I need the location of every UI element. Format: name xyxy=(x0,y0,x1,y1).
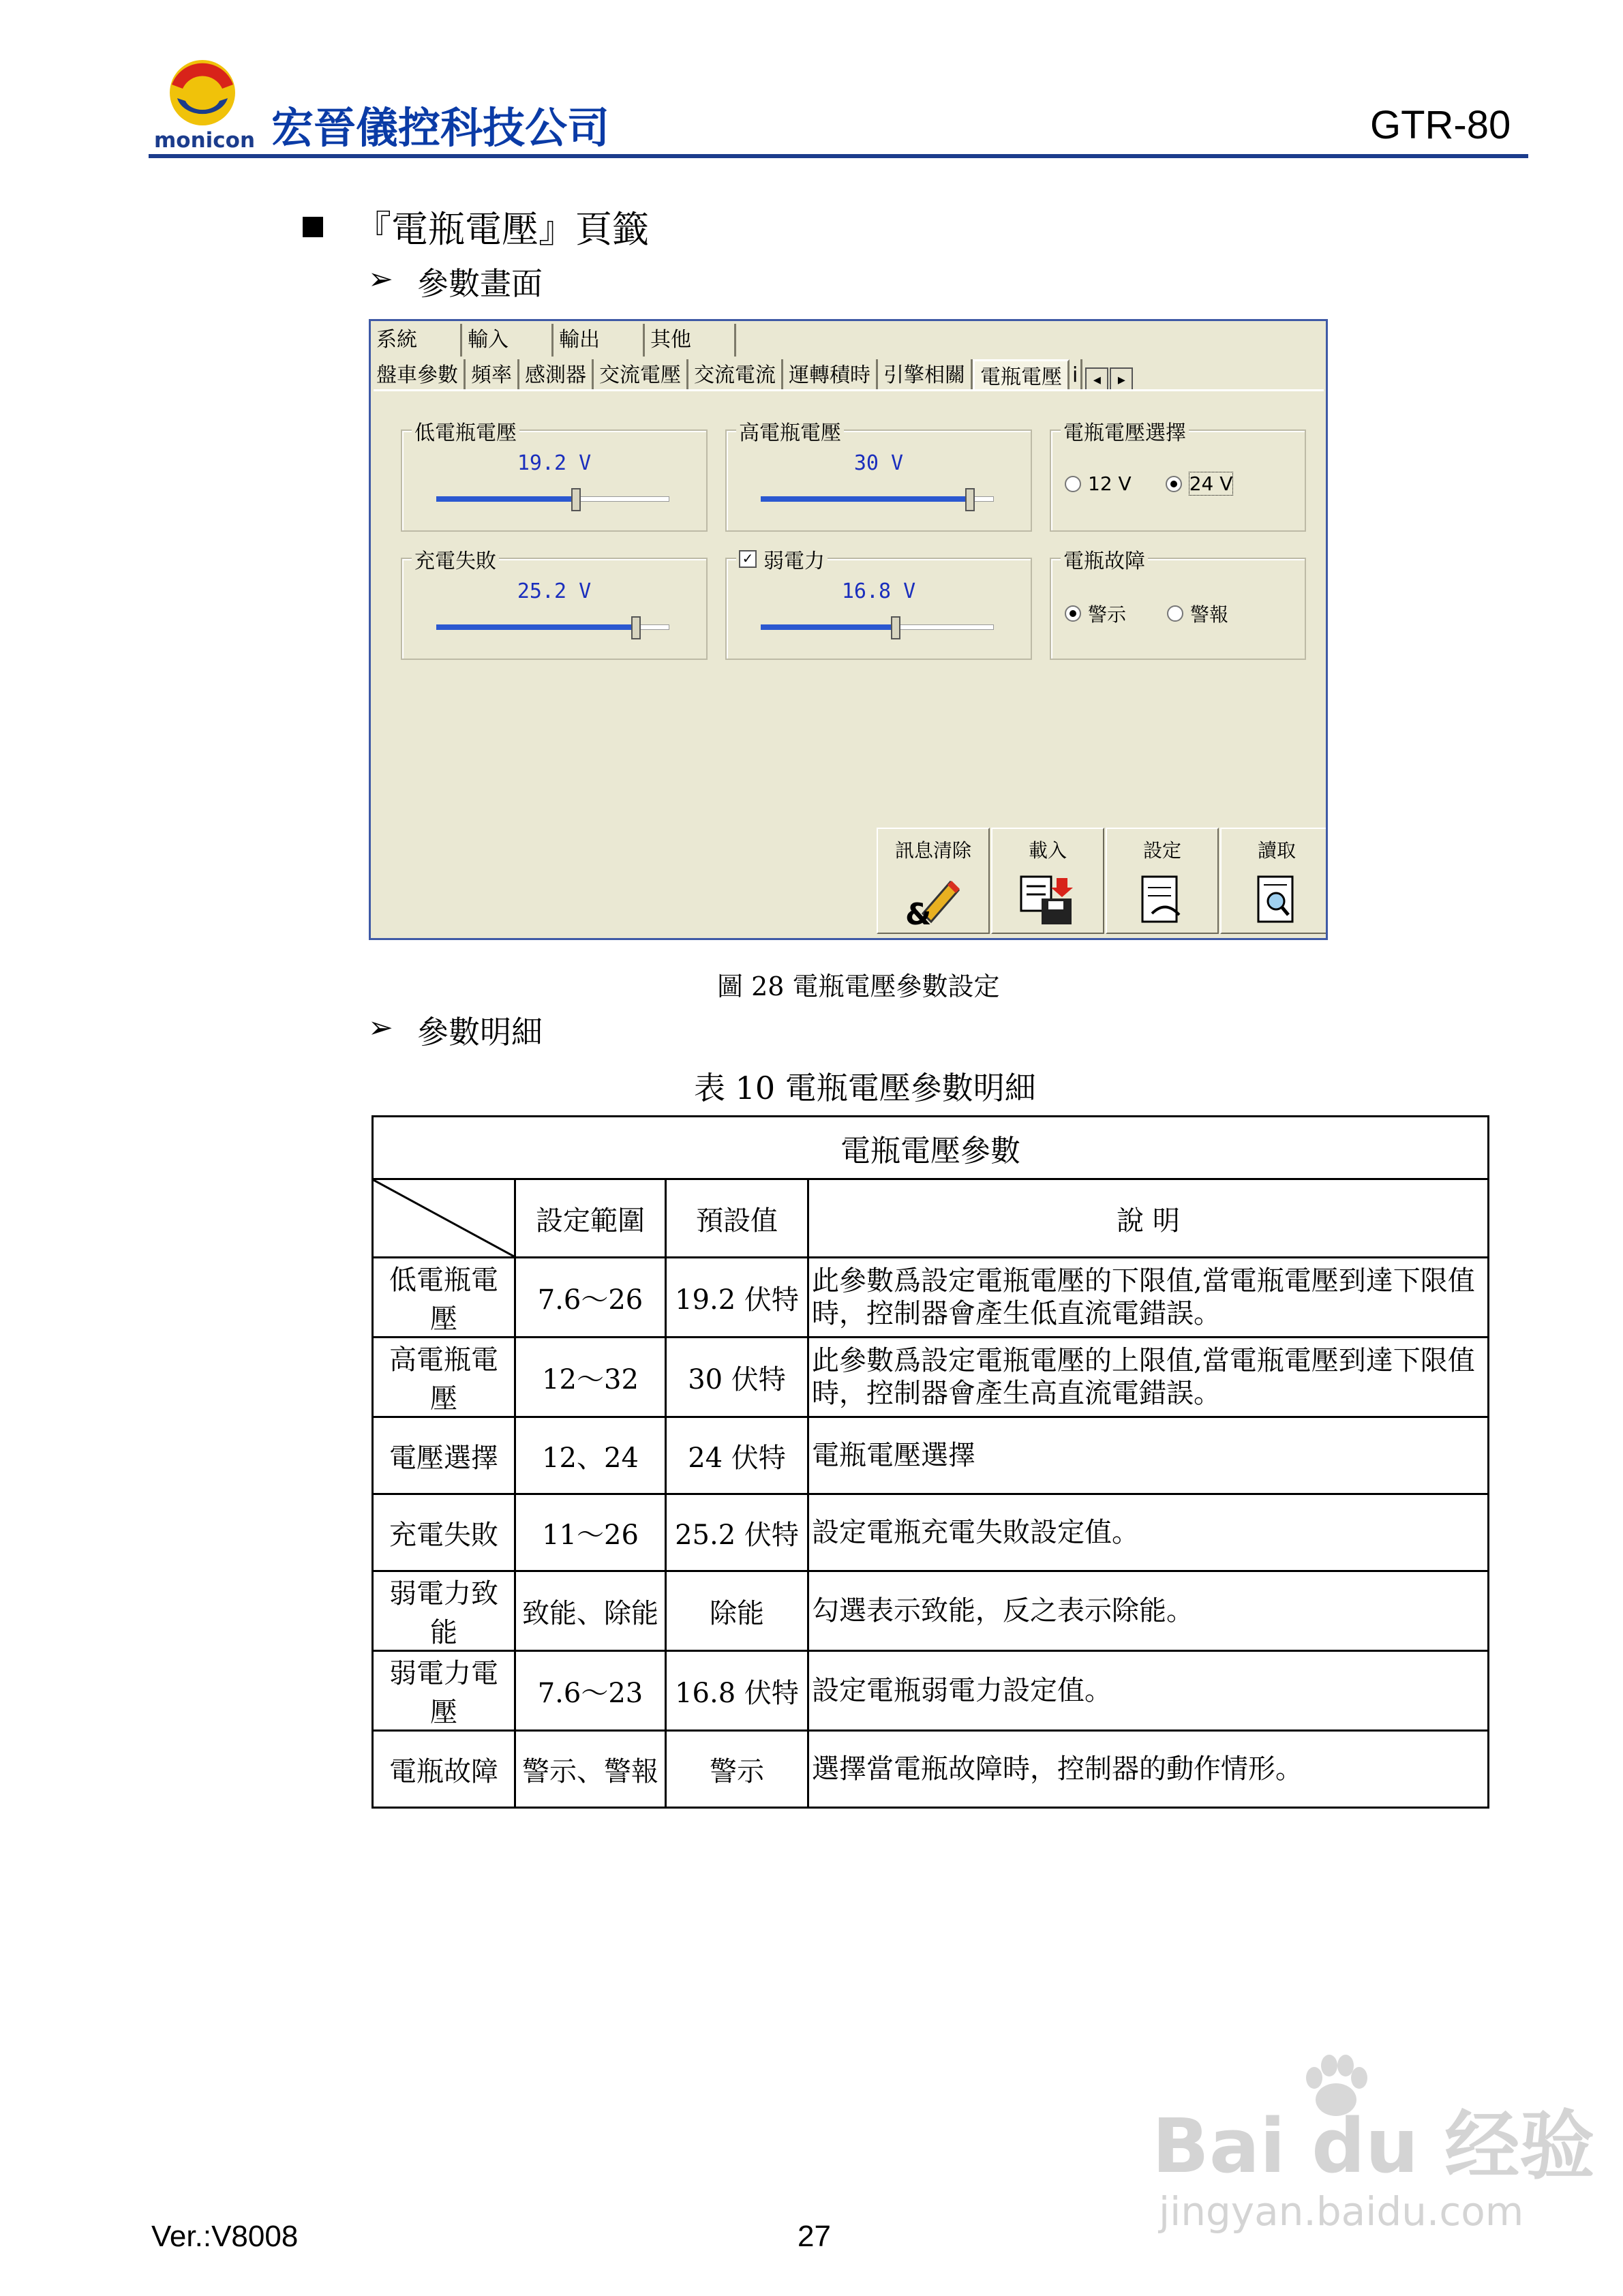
table-header-row xyxy=(373,1117,1489,1179)
slider-thumb[interactable] xyxy=(631,616,641,639)
logo-text: monicon xyxy=(154,128,254,153)
set-button[interactable] xyxy=(1106,828,1219,934)
table-row xyxy=(373,1494,1489,1571)
svg-text:&: & xyxy=(905,897,932,927)
tab-input[interactable]: 輸入 xyxy=(462,324,553,357)
eraser-icon xyxy=(902,873,964,927)
version-label: Ver.:V8008 xyxy=(151,2220,299,2253)
clear-messages-button[interactable] xyxy=(877,828,990,934)
weak-power-checkbox[interactable]: ✓ xyxy=(739,550,757,568)
tab-ac-voltage[interactable]: 交流電壓 xyxy=(594,359,688,392)
tab-content xyxy=(374,389,1324,938)
sub-heading-detail: 參數明細 xyxy=(417,1014,543,1051)
row-name: 高電瓶電壓 xyxy=(373,1338,515,1417)
row-description: 設定電瓶充電失敗設定值。 xyxy=(808,1494,1489,1571)
read-magnifier-icon xyxy=(1246,873,1307,927)
radio-alarm[interactable] xyxy=(1167,605,1183,622)
group-high-voltage-title: 高電瓶電壓 xyxy=(736,416,844,446)
column-description: 說 明 xyxy=(808,1179,1489,1258)
company-name: 宏晉儀控科技公司 xyxy=(271,103,610,153)
header-rule xyxy=(149,154,1528,158)
row-description: 此參數爲設定電瓶電壓的下限值,當電瓶電壓到達下限值時，控制器會產生低直流電錯誤。 xyxy=(808,1258,1489,1338)
group-voltage-select-title: 電瓶電壓選擇 xyxy=(1061,416,1189,446)
low-voltage-slider[interactable] xyxy=(436,492,668,506)
table-row xyxy=(373,1571,1489,1651)
load-disk-icon xyxy=(1017,873,1078,927)
row-range: 11～26 xyxy=(515,1494,666,1571)
tab-other[interactable]: 其他 xyxy=(645,324,736,357)
high-voltage-value: 30 V xyxy=(853,451,904,475)
clear-messages-label: 訊息清除 xyxy=(894,839,971,862)
tab-engine[interactable]: 引擎相關 xyxy=(878,359,973,392)
row-name: 弱電力致能 xyxy=(373,1571,515,1651)
row-name: 電瓶故障 xyxy=(373,1731,515,1808)
set-document-icon xyxy=(1132,873,1193,927)
voltage-select-options xyxy=(1065,472,1233,496)
row-default: 24 伏特 xyxy=(666,1417,808,1494)
low-voltage-value: 19.2 V xyxy=(517,451,592,475)
row-description: 勾選表示致能，反之表示除能。 xyxy=(808,1571,1489,1651)
watermark-url: jingyan.baidu.com xyxy=(1159,2188,1524,2235)
row-default: 警示 xyxy=(666,1731,808,1808)
table-title: 表 10 電瓶電壓參數明細 xyxy=(694,1070,1036,1106)
group-charge-fail-title: 充電失敗 xyxy=(412,544,499,574)
load-button[interactable] xyxy=(991,828,1104,934)
diagonal-corner-cell xyxy=(373,1179,515,1258)
table-row xyxy=(373,1258,1489,1338)
tab-scroll-left-icon[interactable]: ◂ xyxy=(1085,367,1108,392)
row-default: 25.2 伏特 xyxy=(666,1494,808,1571)
weak-power-value: 16.8 V xyxy=(841,579,916,603)
group-weak-power xyxy=(725,549,1032,660)
arrow-bullet-icon: ➢ xyxy=(368,262,393,297)
row-description: 選擇當電瓶故障時，控制器的動作情形。 xyxy=(808,1731,1489,1808)
row-range: 12～32 xyxy=(515,1338,666,1417)
tab-ac-current[interactable]: 交流電流 xyxy=(688,359,783,392)
row-range: 致能、除能 xyxy=(515,1571,666,1651)
tab-sensor[interactable]: 感測器 xyxy=(519,359,594,392)
row-range: 7.6～26 xyxy=(515,1258,666,1338)
row-name: 低電瓶電壓 xyxy=(373,1258,515,1338)
table-main-header: 電瓶電壓參數 xyxy=(373,1117,1489,1179)
column-range: 設定範圍 xyxy=(515,1179,666,1258)
row-default: 30 伏特 xyxy=(666,1338,808,1417)
row-name: 弱電力電壓 xyxy=(373,1651,515,1731)
charge-fail-value: 25.2 V xyxy=(517,579,592,603)
group-battery-fault-title: 電瓶故障 xyxy=(1061,544,1148,574)
row-range: 7.6～23 xyxy=(515,1651,666,1731)
figure-caption: 圖 28 電瓶電壓參數設定 xyxy=(717,971,1000,1001)
group-high-voltage xyxy=(725,421,1032,532)
row-range: 12、24 xyxy=(515,1417,666,1494)
tab-row-secondary xyxy=(371,358,1133,392)
table-column-row xyxy=(373,1179,1489,1258)
arrow-bullet-icon: ➢ xyxy=(368,1010,393,1045)
radio-12v[interactable] xyxy=(1065,476,1081,492)
settings-screenshot xyxy=(369,319,1328,940)
row-default: 19.2 伏特 xyxy=(666,1258,808,1338)
row-default: 16.8 伏特 xyxy=(666,1651,808,1731)
read-button[interactable] xyxy=(1220,828,1328,934)
square-bullet-icon xyxy=(303,217,323,237)
slider-thumb[interactable] xyxy=(965,488,975,511)
radio-24v-label: 24 V xyxy=(1189,472,1233,495)
group-weak-power-title xyxy=(736,544,828,574)
sub-heading-screen: 參數畫面 xyxy=(417,265,543,302)
tab-frequency[interactable]: 頻率 xyxy=(466,359,519,392)
page-number: 27 xyxy=(798,2220,831,2253)
radio-alarm-label: 警報 xyxy=(1190,603,1229,626)
table-row xyxy=(373,1731,1489,1808)
read-label: 讀取 xyxy=(1257,839,1296,862)
load-label: 載入 xyxy=(1028,839,1067,862)
group-low-voltage xyxy=(401,421,708,532)
row-description: 電瓶電壓選擇 xyxy=(808,1417,1489,1494)
radio-warning[interactable] xyxy=(1065,605,1081,622)
row-description: 此參數爲設定電瓶電壓的上限值,當電瓶電壓到達下限值時，控制器會產生高直流電錯誤。 xyxy=(808,1338,1489,1417)
row-name: 電壓選擇 xyxy=(373,1417,515,1494)
model-code: GTR-80 xyxy=(1370,103,1511,147)
slider-thumb[interactable] xyxy=(891,616,900,639)
table-row xyxy=(373,1338,1489,1417)
row-name: 充電失敗 xyxy=(373,1494,515,1571)
company-logo xyxy=(151,53,254,155)
section-title: 『電瓶電壓』頁籤 xyxy=(354,208,649,251)
group-voltage-select xyxy=(1050,421,1306,532)
tab-battery-voltage[interactable]: 電瓶電壓 xyxy=(973,359,1070,392)
radio-24v[interactable] xyxy=(1166,476,1182,492)
group-low-voltage-title: 低電瓶電壓 xyxy=(412,416,519,446)
tab-system[interactable]: 系統 xyxy=(371,324,462,357)
group-charge-fail xyxy=(401,549,708,660)
table-row xyxy=(373,1651,1489,1731)
slider-thumb[interactable] xyxy=(571,488,581,511)
tab-run-hours[interactable]: 運轉積時 xyxy=(783,359,878,392)
tab-cranking[interactable]: 盤車參數 xyxy=(371,359,466,392)
high-voltage-slider[interactable] xyxy=(761,492,992,506)
battery-fault-options xyxy=(1065,600,1228,627)
weak-power-label: 弱電力 xyxy=(763,549,825,573)
tab-scroll-right-icon[interactable]: ▸ xyxy=(1110,367,1133,392)
watermark-brand: Bai du 经验 xyxy=(1152,2102,1595,2190)
row-description: 設定電瓶弱電力設定值。 xyxy=(808,1651,1489,1731)
table-row xyxy=(373,1417,1489,1494)
charge-fail-slider[interactable] xyxy=(436,620,668,634)
radio-warning-label: 警示 xyxy=(1088,603,1127,626)
column-default: 預設值 xyxy=(666,1179,808,1258)
tab-scroll xyxy=(1085,367,1133,392)
row-range: 警示、警報 xyxy=(515,1731,666,1808)
group-battery-fault xyxy=(1050,549,1306,660)
row-default: 除能 xyxy=(666,1571,808,1651)
set-label: 設定 xyxy=(1142,839,1181,862)
tab-output[interactable]: 輸出 xyxy=(553,324,645,357)
tab-row-primary xyxy=(371,322,736,357)
radio-12v-label: 12 V xyxy=(1088,472,1132,495)
tab-more[interactable]: i xyxy=(1070,359,1082,392)
weak-power-slider[interactable] xyxy=(761,620,992,634)
parameter-table xyxy=(371,1115,1489,1809)
